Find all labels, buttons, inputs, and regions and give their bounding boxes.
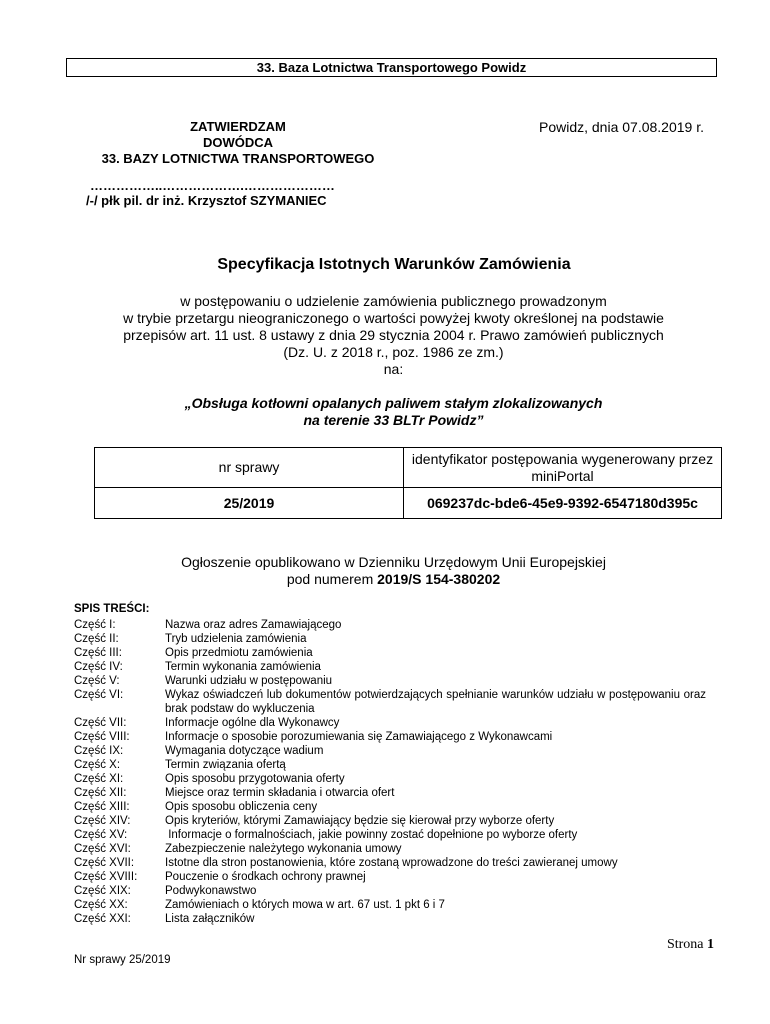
list-item — [74, 730, 706, 744]
identifier-value: 069237dc-bde6-45e9-9392-6547180d395c — [404, 488, 722, 519]
list-item — [74, 828, 706, 842]
toc-part: Część I: — [74, 619, 116, 631]
list-item — [74, 716, 706, 730]
list-item — [74, 786, 706, 800]
list-item — [74, 618, 706, 632]
toc-title: Informacje o sposobie porozumiewania się Zamawiającego z Wykonawcami — [165, 731, 553, 743]
page-number — [667, 937, 714, 953]
toc-title: Tryb udzielenia zamówienia — [165, 633, 307, 645]
toc-title: Pouczenie o środkach ochrony prawnej — [165, 871, 366, 883]
toc-title: Termin związania ofertą — [165, 759, 286, 771]
publication-line-1: Ogłoszenie opublikowano w Dzienniku Urzędowym Unii Europejskiej — [181, 554, 606, 570]
intro-line: na: — [383, 361, 404, 377]
unit-name: 33. Baza Lotnictwa Transportowego Powidz — [256, 60, 527, 75]
case-number-header: nr sprawy — [95, 448, 404, 488]
list-item — [74, 660, 706, 674]
approval-line-2: DOWÓDCA — [202, 135, 274, 150]
toc-title: Informacje o formalnościach, jakie powinny zostać dopełnione po wyborze oferty — [165, 829, 578, 841]
toc-part: Część XX: — [74, 899, 128, 911]
page-label: Strona — [666, 937, 707, 952]
list-item — [74, 744, 706, 758]
toc-part: Część XV: — [74, 829, 128, 841]
toc-title: Zabezpieczenie należytego wykonania umowy — [165, 843, 402, 855]
toc-part: Część IV: — [74, 661, 123, 673]
list-item — [74, 814, 706, 828]
intro-line: przepisów art. 11 ust. 8 ustawy z dnia 29 stycznia 2004 r. Prawo zamówień publicznych — [123, 327, 664, 343]
approval-line-1: ZATWIERDZAM — [190, 119, 286, 134]
intro-line: (Dz. U. z 2018 r., poz. 1986 ze zm.) — [283, 344, 504, 360]
table-header-row — [95, 448, 722, 488]
signature-dots: ……………..……………….………………… — [90, 178, 335, 193]
identifier-header: identyfikator postępowania wygenerowany przez miniPortal — [404, 448, 722, 488]
toc-title: Zamówieniach o których mowa w art. 67 ust. 1 pkt 6 i 7 — [165, 899, 445, 911]
list-item — [74, 632, 706, 646]
list-item — [74, 800, 706, 814]
toc-part: Część XIX: — [74, 885, 131, 897]
list-item — [74, 758, 706, 772]
toc-part: Część II: — [74, 633, 119, 645]
table-of-contents — [74, 618, 706, 926]
list-item — [74, 674, 706, 688]
subject-line-1: „Obsługa kotłowni opalanych paliwem stałym zlokalizowanych — [184, 395, 603, 411]
toc-part: Część IX: — [74, 745, 124, 757]
toc-title: Opis sposobu obliczenia ceny — [165, 801, 318, 813]
list-item — [74, 856, 706, 870]
toc-part: Część V: — [74, 675, 120, 687]
toc-part: Część X: — [74, 759, 121, 771]
toc-part: Część VII: — [74, 717, 127, 729]
list-item — [74, 898, 706, 912]
list-item — [74, 646, 706, 660]
toc-part: Część XII: — [74, 787, 127, 799]
toc-title: Termin wykonania zamówienia — [165, 661, 321, 673]
publication-line-2 — [66, 571, 721, 588]
case-number-value: 25/2019 — [95, 488, 404, 519]
unit-header — [66, 58, 717, 77]
list-item — [74, 884, 706, 898]
toc-part: Część XXI: — [74, 913, 131, 925]
toc-part: Część XVI: — [74, 843, 131, 855]
page-number-value: 1 — [707, 937, 714, 952]
toc-part: Część III: — [74, 647, 122, 659]
signer-name: /-/ płk pil. dr inż. Krzysztof SZYMANIEC — [86, 193, 327, 208]
toc-title: Istotne dla stron postanowienia, które zostaną wprowadzone do treści zawieranej umowy — [165, 857, 618, 869]
document-title: Specyfikacja Istotnych Warunków Zamówienia — [217, 256, 571, 273]
toc-part: Część XIII: — [74, 801, 130, 813]
table-row — [95, 488, 722, 519]
toc-title: Informacje ogólne dla Wykonawcy — [165, 717, 340, 729]
approval-line-3: 33. BAZY LOTNICTWA TRANSPORTOWEGO — [101, 151, 375, 166]
list-item — [74, 870, 706, 884]
toc-title: Wymagania dotyczące wadium — [165, 745, 324, 757]
list-item — [74, 912, 706, 926]
order-subject — [66, 395, 721, 429]
toc-title: Wykaz oświadczeń lub dokumentów potwierdzających spełnianie warunków udziału w postępowaniu oraz brak podstaw do wykluczenia — [165, 689, 706, 715]
toc-part: Część VIII: — [74, 731, 130, 743]
list-item — [74, 772, 706, 786]
toc-title: Podwykonawstwo — [165, 885, 257, 897]
publication-notice — [66, 554, 721, 588]
toc-part: Część XVIII: — [74, 871, 138, 883]
publication-prefix: pod numerem — [286, 571, 378, 587]
list-item — [74, 842, 706, 856]
toc-part: Część XIV: — [74, 815, 131, 827]
intro-line: w trybie przetargu nieograniczonego o wartości powyżej kwoty określonej na podstawie — [123, 310, 664, 326]
footer-case-ref: Nr sprawy 25/2019 — [74, 954, 171, 966]
toc-part: Część XVII: — [74, 857, 135, 869]
toc-title: Warunki udziału w postępowaniu — [165, 675, 333, 687]
publication-number: 2019/S 154-380202 — [377, 571, 501, 587]
toc-title: Opis sposobu przygotowania oferty — [165, 773, 345, 785]
toc-part: Część VI: — [74, 689, 124, 701]
toc-title: Miejsce oraz termin składania i otwarcia ofert — [165, 787, 395, 799]
toc-title: Opis kryteriów, którymi Zamawiający będzie się kierował przy wyborze oferty — [165, 815, 555, 827]
place-date: Powidz, dnia 07.08.2019 r. — [538, 119, 704, 135]
toc-title: Nazwa oraz adres Zamawiającego — [165, 619, 342, 631]
identifier-table — [94, 447, 722, 519]
toc-title: Lista załączników — [165, 913, 255, 925]
list-item — [74, 688, 706, 716]
toc-title: Opis przedmiotu zamówienia — [165, 647, 313, 659]
toc-part: Część XI: — [74, 773, 124, 785]
toc-heading: SPIS TREŚCI: — [74, 603, 150, 615]
intro-line: w postępowaniu o udzielenie zamówienia publicznego prowadzonym — [180, 293, 607, 309]
subject-line-2: na terenie 33 BLTr Powidz” — [303, 412, 484, 428]
approval-block — [70, 119, 406, 167]
intro-text — [66, 293, 721, 378]
